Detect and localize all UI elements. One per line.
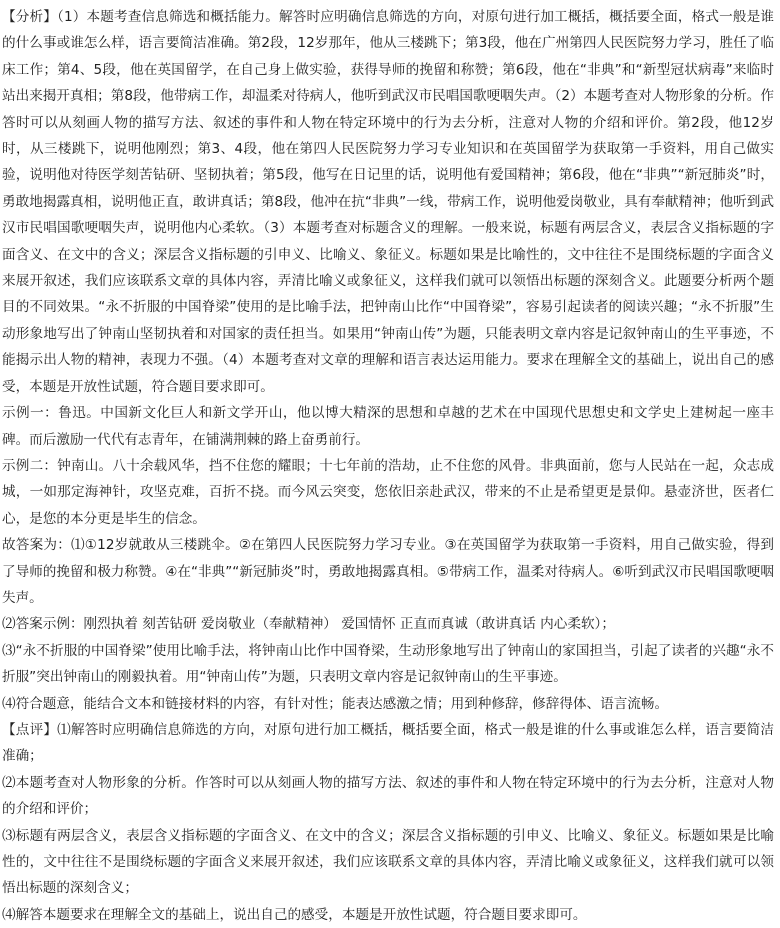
- comment-part-2: ⑵本题考查对人物形象的分析。作答时可以从刻画人物的描写方法、叙述的事件和人物在特定环境中的行为去分析，注意对人物的介绍和评价；: [2, 774, 774, 818]
- comment-part-4: ⑷解答本题要求在理解全文的基础上，说出自己的感受，本题是开放性试题，符合题目要求即可。: [2, 906, 587, 923]
- answer-part-2: ⑵答案示例：刚烈执着 刻苦钻研 爱岗敬业（奉献精神） 爱国情怀 正直而真诚（敢讲真话 内心柔软）；: [2, 616, 615, 633]
- example-two-paragraph: 示例二：钟南山。八十余载风华，挡不住您的耀眼；十七年前的浩劫，止不住您的风骨。非典面前，您与人民站在一起，众志成城，一如那定海神针，攻坚克难，百折不挠。而今风云突变，您依旧亲赴武汉，带来的不止是希望更是景仰。悬壶济世，医者仁心，是您的本分更是毕生的信念。: [2, 457, 774, 527]
- example-one-paragraph: 示例一：鲁迅。中国新文化巨人和新文学开山，他以博大精深的思想和卓越的艺术在中国现代思想史和文学史上建树起一座丰碑。而后激励一代代有志青年，在铺满荆棘的路上奋勇前行。: [2, 405, 774, 448]
- answer-part-1: 故答案为：⑴①12岁就敢从三楼跳伞。②在第四人民医院努力学习专业。③在英国留学为获取第一手资料，用自己做实验，得到了导师的挽留和极力称赞。④在“非典”“新冠肺炎”时，勇敢地揭露真相。⑤带病工作，温柔对待病人。⑥听到武汉市民唱国歌哽咽失声。: [2, 537, 774, 606]
- analysis-paragraph: 【分析】（1）本题考查信息筛选和概括能力。解答时应明确信息筛选的方向，对原句进行加工概括，概括要全面，格式一般是谁的什么事或谁怎么样，语言要简洁准确。第2段，12岁那年，他从三楼跳下；第3段，他在广州第四人民医院努力学习，胜任了临床工作；第4、5段，他在英国留学，在自己身上做实验，获得导师的挽留和称赞；第6段，他在“非典”和“新型冠状病毒”来临时站出来揭开真相；第8段，他带病工作，却温柔对待病人，他听到武汉市民唱国歌哽咽失声。（2）本题考查对人物形象的分析。作答时可以从刻画人物的描写方法、叙述的事件和人物在特定环境中的行为去分析，注意对人物的介绍和评价。第2段，他12岁时，从三楼跳下，说明他刚烈；第3、4段，他在第四人民医院努力学习专业知识和在英国留学为获取第一手资料，用自己做实验，说明他对待医学刻苦钻研、坚韧执着；第5段，他写在日记里的话，说明他有爱国精神；第6段，他在“非典”“新冠肺炎”时，勇敢地揭露真相，说明他正直，敢讲真话；第8段，他冲在抗“非典”一线，带病工作，说明他爱岗敬业，具有奉献精神；他听到武汉市民唱国歌哽咽失声，说明他内心柔软。（3）本题考查对标题含义的理解。一般来说，标题有两层含义，表层含义指标题的字面含义、在文中的含义；深层含义指标题的引申义、比喻义、象征义。标题如果是比喻性的，文中往往不是围绕标题的字面含义来展开叙述，我们应该联系文章的具体内容，弄清比喻义或象征义，这样我们就可以领悟出标题的深刻含义。此题要分析两个题目的不同效果。“永不折服的中国脊梁”使用的是比喻手法，把钟南山比作“中国脊梁”，容易引起读者的阅读兴趣；“永不折服”生动形象地写出了钟南山坚韧执着和对国家的责任担当。如果用“钟南山传”为题，只能表明文章内容是记叙钟南山的生平事迹，不能揭示出人物的精神，表现力不强。（4）本题考查对文章的理解和语言表达运用能力。要求在理解全文的基础上，说出自己的感受，本题是开放性试题，符合题目要求即可。: [2, 9, 774, 395]
- answer-part-3: ⑶“永不折服的中国脊梁”使用比喻手法，将钟南山比作中国脊梁，生动形象地写出了钟南山的家国担当，引起了读者的兴趣“永不折服”突出钟南山的刚毅执着。用“钟南山传”为题，只表明文章内容是记叙钟南山的生平事迹。: [2, 642, 774, 686]
- comment-part-1: 【点评】⑴解答时应明确信息筛选的方向，对原句进行加工概括，概括要全面，格式一般是谁的什么事或谁怎么样，语言要简洁准确；: [2, 721, 774, 765]
- comment-part-3: ⑶标题有两层含义，表层含义指标题的字面含义、在文中的含义；深层含义指标题的引申义、比喻义、象征义。标题如果是比喻性的，文中往往不是围绕标题的字面含义来展开叙述，我们应该联系文章的具体内容，弄清比喻义或象征义，这样我们就可以领悟出标题的深刻含义；: [2, 827, 774, 897]
- answer-part-4: ⑷符合题意，能结合文本和链接材料的内容，有针对性；能表达感激之情；用到种修辞，修辞得体、语言流畅。: [2, 695, 669, 712]
